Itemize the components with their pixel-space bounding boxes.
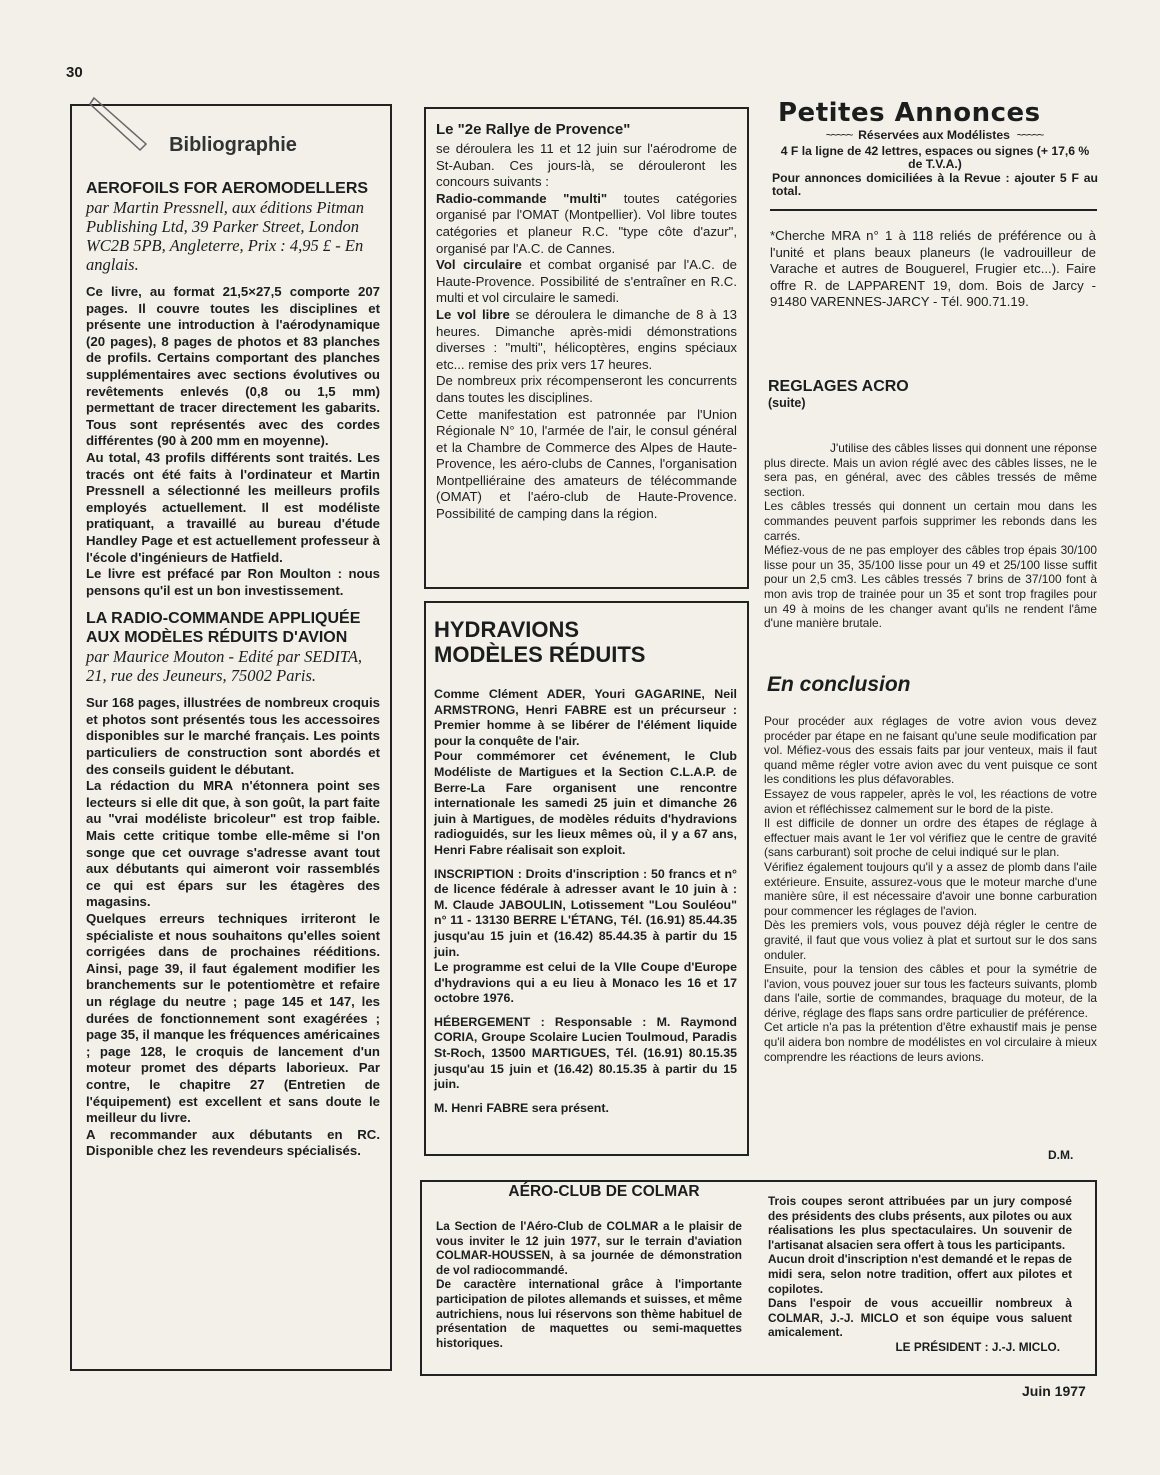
colmar-paragraph: Dans l'espoir de vous accueillir nombreux à COLMAR, J.-J. MICLO et son équipe vous saluent amicalement. bbox=[768, 1296, 1072, 1340]
rallye-vc-paragraph bbox=[436, 257, 737, 307]
book-2-paragraph: Quelques erreurs techniques irriteront le spécialiste et nous souhaitons qu'elles soient corrigées dans de prochaines rééditions. Ainsi, page 39, il faut également modifier les branchements sur le potentiomètre et refaire un réglage du neutre ; page 145 et 147, les durées de fonctionnement sont exagérées ; page 35, il manque les fréquences américaines ; page 128, le croquis de lancement d'un moteur promet des départs laborieux. Par contre, le chapitre 27 (Entretien de l'équipement) est excellent et sans doute le meilleur du livre. bbox=[86, 911, 380, 1126]
book-1-title: AEROFOILS FOR AEROMODELLERS bbox=[86, 180, 369, 197]
reglages-paragraph: Les câbles tressés qui donnent un certain mou dans les commandes peuvent parfois supprimer les rebonds dans les carrés. bbox=[764, 499, 1097, 543]
conclusion-paragraph: Cet article n'a pas la prétention d'être exhaustif mais je pense qu'il aidera bon nombre de modélistes en vol circulaire à mieux comprendre les réactions de leurs avions. bbox=[764, 1020, 1097, 1064]
colmar-paragraph: La Section de l'Aéro-Club de COLMAR a le plaisir de vous inviter le 12 juin 1977, sur le terrain d'aviation COLMAR-HOUSSEN, à sa journée de démonstration de vol radiocommandé. bbox=[436, 1219, 742, 1277]
petites-annonces-info bbox=[772, 145, 1098, 199]
rallye-vl-label: Le vol libre bbox=[436, 306, 510, 322]
reglages-subtitle: (suite) bbox=[768, 396, 806, 410]
hydravions-title-line-2: MODÈLES RÉDUITS bbox=[434, 642, 646, 667]
petites-annonces-divider bbox=[770, 209, 1097, 211]
colmar-left-column bbox=[436, 1183, 742, 1350]
rallye-box bbox=[424, 107, 749, 589]
reglages-title: REGLAGES ACRO bbox=[768, 378, 909, 395]
hydravions-title-line-1: HYDRAVIONS bbox=[434, 617, 580, 642]
issue-date: Juin 1977 bbox=[1022, 1383, 1086, 1399]
hydravions-paragraph: Comme Clément ADER, Youri GAGARINE, Neil ARMSTRONG, Henri FABRE est un précurseur : Premier homme à se libérer de l'élément liquide pour la conquête de l'air. bbox=[434, 687, 737, 748]
tilde-ornament-right: ~~~~~ bbox=[1016, 128, 1043, 142]
conclusion-title: En conclusion bbox=[767, 673, 911, 696]
hydravions-inscription: INSCRIPTION : Droits d'inscription : 50 francs et n° de licence fédérale à adresser avant le 10 juin à : M. Claude JABOULIN, Lotissement "Lou Souléou" n° 11 - 13130 BERRE L'ÉTANG, Tél. (16.91) 85.44.35 jusqu'au 15 juin et (16.42) 85.44.35 à partir du 15 juin. bbox=[434, 866, 737, 959]
rallye-title: Le "2e Rallye de Provence" bbox=[436, 121, 631, 138]
conclusion-paragraph: Pour procéder aux réglages de votre avion vous devez procéder par étape en ne faisant qu'une seule modification par vol. Méfiez-vous des essais faits par jour venteux, mais il faut quand même régler votre avion avec du vent puisque ce sont les conditions les plus défavorables. bbox=[764, 714, 1097, 787]
book-2-title: LA RADIO-COMMANDE APPLIQUÉE AUX MODÈLES RÉDUITS D'AVION bbox=[86, 610, 361, 647]
book-1-paragraph: Ce livre, au format 21,5×27,5 comporte 207 pages. Il couvre toutes les disciplines et présente une introduction à l'aérodynamique (20 pages), 8 pages de photos et 83 planches de profils. Certains comportant des planches supplémentaires avec sections évolutives ou revêtements enlevés (0,8 ou 1,5 mm) permettant de tracer directement les gabarits. Tous sont représentés avec des cordes différentes (90 à 200 mm en moyenne). bbox=[86, 284, 380, 449]
rallye-vl-paragraph bbox=[436, 307, 737, 373]
rallye-prix: De nombreux prix récompenseront les concurrents dans toutes les disciplines. bbox=[436, 373, 737, 405]
book-1-paragraph: Au total, 43 profils différents sont traités. Les tracés ont été faits à l'ordinateur et Martin Pressnell a sélectionné les meilleurs profils employés actuellement. Il est modéliste pratiquant, a travaillé au bureau d'étude Handley Page et est actuellement professeur à l'école d'ingénieurs de Hatfield. bbox=[86, 449, 380, 565]
bibliography-box bbox=[70, 104, 392, 1371]
book-1-paragraph: Le livre est préfacé par Ron Moulton : nous pensons qu'il est un bon investissement. bbox=[86, 566, 380, 598]
rallye-intro: se déroulera les 11 et 12 juin sur l'aérodrome de St-Auban. Ces jours-là, se dérouleront les concours suivants : bbox=[436, 141, 737, 190]
reglages-paragraph: Méfiez-vous de ne pas employer des câbles trop épais 30/100 lisse pour un 35, 35/100 lisse pour un 49 et 25/100 lisse suffit pour un 2,5 cm3. Les câbles tressés 7 brins de 37/100 font à mon avis trop de trainée pour un 35 et sont trop fragiles pour un 49 à moins de les changer avant qu'ils ne rendent l'âme d'une manière brutale. bbox=[764, 543, 1097, 631]
bibliography-title: Bibliographie bbox=[169, 134, 297, 156]
rallye-patronage: Cette manifestation est patronnée par l'Union Régionale N° 10, l'armée de l'air, le consul général et la Chambre de Commerce des Alpes de Haute-Provence, les aéro-clubs de Cannes, l'organisation Montpelliéraine des amateurs de télécommande (OMAT) et l'aéro-club de Haute-Provence. Possibilité de camping dans la région. bbox=[436, 406, 737, 522]
rallye-rc-label: Radio-commande "multi" bbox=[436, 190, 608, 206]
rallye-rc-text: toutes catégories organisé par l'OMAT (Montpellier). Vol libre toutes catégories et planeur R.C. "type côte d'azur", organisé par l'A.C. de Cannes. bbox=[436, 190, 737, 256]
rallye-vc-text: et combat organisé par l'A.C. de Haute-Provence. Possibilité de s'entraîner en R.C. multi et vol circulaire le samedi. bbox=[436, 257, 737, 306]
hydravions-paragraph: Pour commémorer cet événement, le Club Modéliste de Martigues et la Section C.L.A.P. de Berre-La Fare organisent une rencontre internationale les samedi 25 juin et dimanche 26 juin à Martigues, de modèles réduits d'hydravions radioguidés, sur les lieux mêmes où, il y a 67 ans, Henri Fabre réalisait son exploit. bbox=[434, 749, 737, 857]
classified-ad: *Cherche MRA n° 1 à 118 reliés de préférence ou à l'unité et plans beaux planeurs (le vadrouilleur de Varache et autres de Bouguerel, Frugier etc...). Faire offre R. de LAPPARENT 19, dom. Bois de Jarcy - 91480 VARENNES-JARCY - Tél. 900.71.19. bbox=[770, 228, 1096, 310]
colmar-paragraph: De caractère international grâce à l'importante participation de pilotes allemands et suisses, et même autrichiens, nous lui réservons son thème habituel de présentation de maquettes ou semi-maquettes historiques. bbox=[436, 1277, 742, 1350]
petites-annonces-subtitle-row bbox=[773, 128, 1095, 142]
colmar-right-column bbox=[768, 1194, 1072, 1355]
hydravions-box bbox=[424, 601, 749, 1156]
hydravions-title bbox=[434, 617, 737, 667]
rallye-vl-text: se déroulera le dimanche de 8 à 13 heures. Dimanche après-midi démonstrations diverses : "multi", hélicoptères, engins spéciaux etc... remise des prix vers 17 heures. bbox=[436, 306, 737, 372]
conclusion-paragraph: Ensuite, pour la tension des câbles et pour la symétrie de l'avion, vous pouvez jouer sur tous les facteurs suivants, plomb dans l'aile, sortie de commandes, braquage du moteur, de la dérive, réglage des flaps sans ordre particulier de préférence. bbox=[764, 962, 1097, 1020]
colmar-paragraph: Trois coupes seront attribuées par un jury composé des présidents des clubs présents, aux pilotes ou aux réalisations les plus spectaculaires. Un souvenir de l'artisanat alsacien sera offert à tous les participants. bbox=[768, 1194, 1072, 1252]
tilde-ornament-left: ~~~~~ bbox=[825, 128, 852, 142]
conclusion-paragraph: Vérifiez également toujours qu'il y a assez de plomb dans l'aile extérieure. Ensuite, assurez-vous que le moteur marche d'une manière sûre, il est nécessaire d'avoir une bonne carburation pour commencer les réglages de l'avion. bbox=[764, 859, 1097, 918]
colmar-paragraph: Aucun droit d'inscription n'est demandé et le repas de midi sera, selon notre tradition, offert aux pilotes et copilotes. bbox=[768, 1252, 1072, 1296]
petites-annonces-title: Petites Annonces bbox=[778, 98, 1041, 128]
rallye-vc-label: Vol circulaire bbox=[436, 257, 522, 273]
book-2-reference: par Maurice Mouton - Edité par SEDITA, 21, rue des Jeuneurs, 75002 Paris. bbox=[86, 647, 363, 686]
hydravions-programme: Le programme est celui de la VIIe Coupe d'Europe d'hydravions qui a eu lieu à Monaco les 16 et 17 octobre 1976. bbox=[434, 960, 737, 1006]
rallye-rc-paragraph bbox=[436, 191, 737, 257]
book-2-paragraph: Sur 168 pages, illustrées de nombreux croquis et photos sont présentés tous les accessoires disponibles sur le marché français. Les points particuliers de construction sont abordés et des conseils guident le débutant. bbox=[86, 695, 380, 777]
petites-annonces-subtitle: Réservées aux Modélistes bbox=[858, 128, 1010, 142]
conclusion-paragraph: Il est difficile de donner un ordre des étapes de réglage à effectuer mais avant le 1er vol vérifiez que le centre de gravité (sans carburant) soit proche de celui indiqué sur le plan. bbox=[764, 816, 1097, 860]
page-number: 30 bbox=[66, 64, 83, 81]
conclusion-paragraph: Dès les premiers vols, vous pouvez déjà régler le centre de gravité, il faut que vous voliez à plat et surtout sur le dos sans onduler. bbox=[764, 918, 1097, 962]
book-2-paragraph: La rédaction du MRA n'étonnera point ses lecteurs si elle dit que, à son goût, la part faite au "vrai modéliste bricoleur" est trop faible. Mais cette critique tombe elle-même si l'on songe que cet ouvrage s'adresse avant tout aux débutants qui aimeront voir rassemblés ce qui est épars sur les étagères des magasins. bbox=[86, 778, 380, 910]
book-1-reference: par Martin Pressnell, aux éditions Pitman Publishing Ltd, 39 Parker Street, London WC2B 5PB, Angleterre, Prix : 4,95 £ - En anglais. bbox=[86, 198, 365, 274]
petites-annonces-domiciliation: Pour annonces domiciliées à la Revue : ajouter 5 F au total. bbox=[772, 170, 1098, 199]
book-2-paragraph: A recommander aux débutants en RC. Disponible chez les revendeurs spécialisés. bbox=[86, 1126, 380, 1159]
hydravions-hebergement: HÉBERGEMENT : Responsable : M. Raymond CORIA, Groupe Scolaire Lucien Toulmoud, Paradis St-Roch, 13500 MARTIGUES, Tél. (16.91) 80.15.35 jusqu'au 15 juin et (16.42) 80.15.35 à partir du 15 juin. bbox=[434, 1014, 737, 1092]
reglages-body bbox=[764, 441, 1097, 631]
hydravions-fabre: M. Henri FABRE sera présent. bbox=[434, 1100, 609, 1115]
conclusion-signature: D.M. bbox=[1048, 1148, 1074, 1162]
conclusion-paragraph: Essayez de vous rappeler, après le vol, les réactions de votre avion et réfléchissez calmement sur le bord de la piste. bbox=[764, 786, 1097, 816]
colmar-signature: LE PRÉSIDENT : J.-J. MICLO. bbox=[895, 1339, 1060, 1354]
conclusion-body bbox=[764, 714, 1097, 1064]
reglages-paragraph: J'utilise des câbles lisses qui donnent une réponse plus directe. Mais un avion réglé avec des câbles lisses, ne le sera pas, en général, avec des câbles tressés de même section. bbox=[764, 441, 1097, 499]
colmar-title: AÉRO-CLUB DE COLMAR bbox=[508, 1183, 700, 1200]
pen-icon bbox=[86, 94, 166, 164]
petites-annonces-price: 4 F la ligne de 42 lettres, espaces ou signes (+ 17,6 % de T.V.A.) bbox=[780, 144, 1090, 172]
